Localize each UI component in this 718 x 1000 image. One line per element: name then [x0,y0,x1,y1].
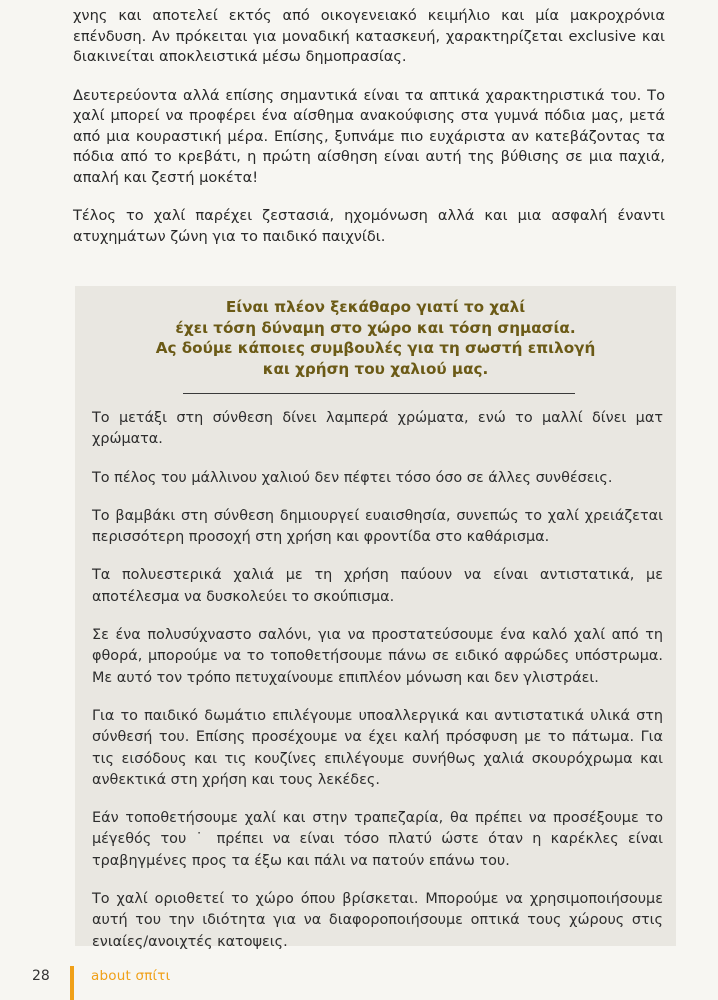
tip-paragraph: Τα πολυεστερικά χαλιά με τη χρήση παύουν να είναι αντιστατικά, με αποτέλεσμα να δυσκολεύει το σκούπισμα. [92,567,663,605]
tip-paragraph: Το βαμβάκι στη σύνθεση δημιουργεί ευαισθησία, συνεπώς το χαλί χρειάζεται περισσότερη προσοχή στη χρήση και φροντίδα στο καθάρισμα. [92,507,663,546]
intro-paragraph: Τέλος το χαλί παρέχει ζεστασιά, ηχομόνωση αλλά και μια ασφαλή έναντι ατυχημάτων ζώνη για το παιδικό παιχνίδι. [73,207,665,245]
tip-paragraph: Το πέλος του μάλλινου χαλιού δεν πέφτει τόσο όσο σε άλλες συνθέσεις. [92,469,613,486]
title-line: και χρήση του χαλιού μας. [262,359,489,378]
title-line: Ας δούμε κάποιες συμβουλές για τη σωστή επιλογή [155,339,596,357]
tip-paragraph: Για το παιδικό δωμάτιο επιλέγουμε υποαλλεργικά και αντιστατικά υλικά στη σύνθεσή του. Επίσης προσέχουμε να έχει καλή πρόσφυση με το πάτωμα. Για τις εισόδους και τις κουζίνες επιλέγουμε συνήθως χαλιά σκουρόχρωμα και ανθεκτικά στη χρήση και τους λεκέδες. [92,707,663,788]
tips-box [75,286,676,950]
page-number: 28 [32,968,50,984]
intro-text [73,6,665,265]
title-line: έχει τόση δύναμη στο χώρο και τόση σημασία. [175,318,576,337]
tip-paragraph: Εάν τοποθετήσουμε χαλί και στην τραπεζαρία, θα πρέπει να προσέξουμε το μέγεθός του ˙ πρέπει να είναι τόσο πλατύ ώστε όταν η καρέκλες είναι τραβηγμένες προς τα έξω και πάλι να πατούν επάνω του. [92,810,663,869]
intro-paragraph: Δευτερεύοντα αλλά επίσης σημαντικά είναι τα απτικά χαρακτηριστικά του. Το χαλί μπορεί να προφέρει ένα αίσθημα ανακούφισης στα γυμνά πόδια μας, μετά από μια κουραστική μέρα. Επίσης, ξυπνάμε πιο ευχάριστα αν κατεβάζοντας τα πόδια από το κρεβάτι, η πρώτη αίσθηση είναι αυτή της βύθισης σε μια παχιά, απαλή και ζεστή μοκέτα! [73,86,665,186]
footer-accent-bar [70,966,74,1000]
title-divider [183,393,575,394]
tip-paragraph: Σε ένα πολυσύχναστο σαλόνι, για να προστατεύσουμε ένα καλό χαλί από τη φθορά, μπορούμε να το τοποθετήσουμε πάνω σε ειδικό αφρώδες υπόστρωμα. Με αυτό τον τρόπο πετυχαίνουμε επιπλέον μόνωση και δεν γλιστράει. [92,627,663,686]
title-line: Είναι πλέον ξεκάθαρο γιατί το χαλί [225,298,526,316]
magazine-name: about σπίτι [91,968,171,984]
tips-list [92,408,663,970]
tip-paragraph: Το μετάξι στη σύνθεση δίνει λαμπερά χρώματα, ενώ το μαλλί δίνει ματ χρώματα. [92,410,663,448]
tips-box-title [75,297,676,379]
intro-paragraph: χνης και αποτελεί εκτός από οικογενειακό κειμήλιο και μία μακροχρόνια επένδυση. Αν πρόκειται για μοναδική κατασκευή, χαρακτηρίζεται exclusive και διακινείται αποκλειστικά μέσω δημοπρασίας. [73,7,665,65]
tip-paragraph: Το χαλί οριοθετεί το χώρο όπου βρίσκεται. Μπορούμε να χρησιμοποιήσουμε αυτή του την ιδιότητα για να διαφοροποιήσουμε οπτικά τους χώρους στις ενιαίες/ανοιχτές κατοψεις. [92,891,663,950]
